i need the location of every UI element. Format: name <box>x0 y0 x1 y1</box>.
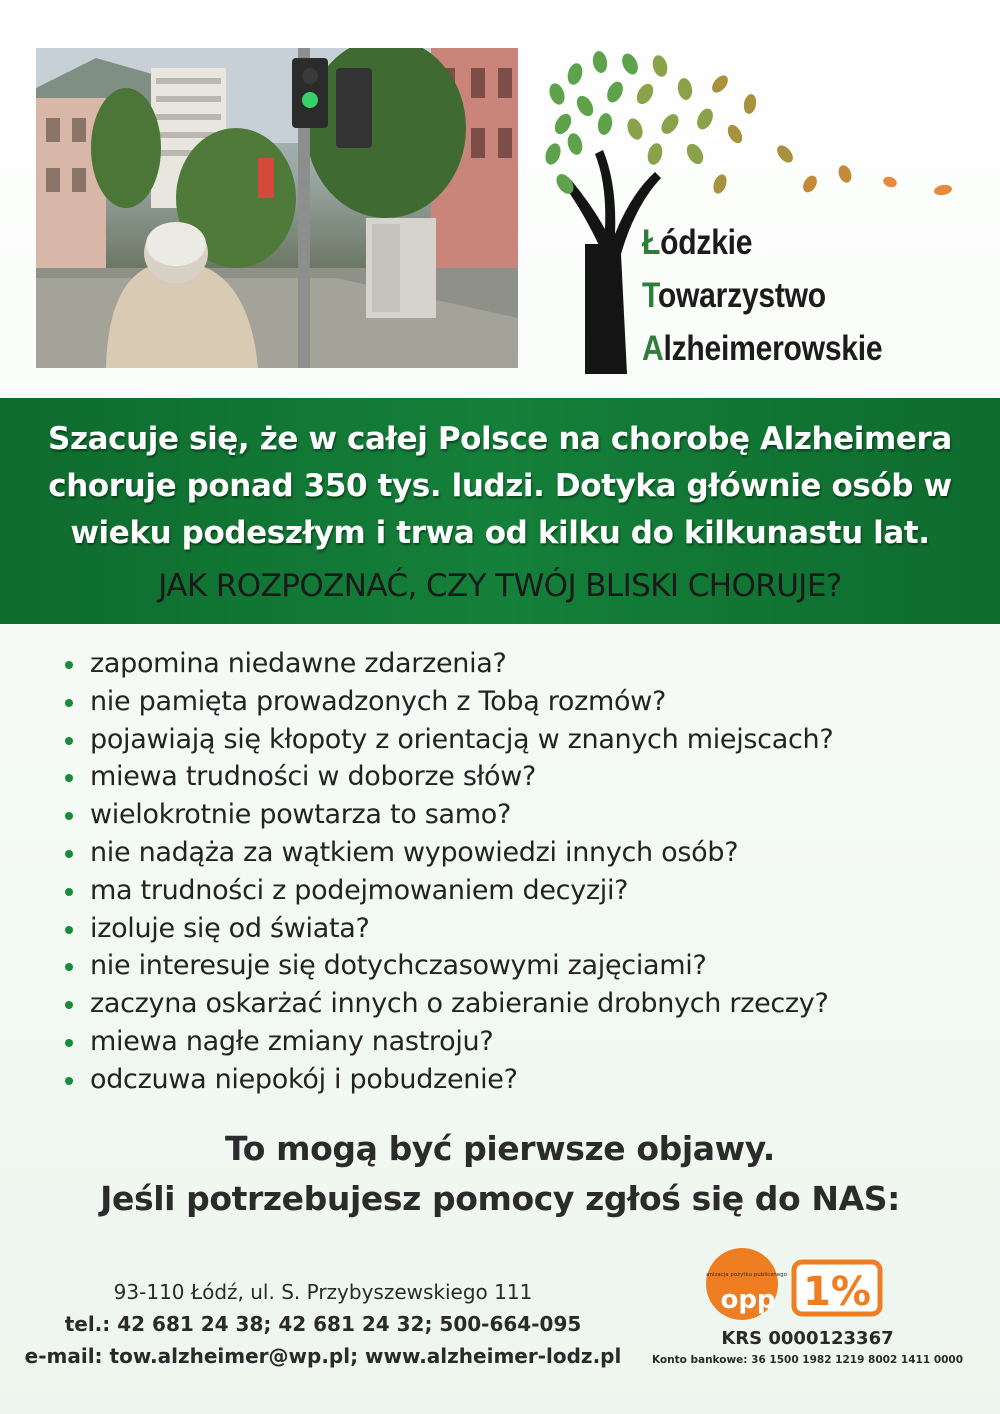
bullet-icon <box>65 1039 73 1047</box>
bullet-icon <box>65 812 73 820</box>
logo-line-2: Towarzystwo <box>642 276 826 315</box>
closing-line-2: Jeśli potrzebujesz pomocy zgłoś się do NAS: <box>100 1179 900 1218</box>
list-item: miewa nagłe zmiany nastroju? <box>60 1023 833 1061</box>
organization-logo <box>545 44 975 384</box>
opp-small-text: organizacja pożytku publicznego <box>706 1272 787 1278</box>
bullet-icon <box>65 888 73 896</box>
bullet-icon <box>65 737 73 745</box>
opp-text: opp <box>720 1285 776 1315</box>
list-item: nie pamięta prowadzonych z Tobą rozmów? <box>60 683 833 721</box>
list-item: ma trudności z podejmowaniem decyzji? <box>60 872 833 910</box>
bullet-icon <box>65 926 73 934</box>
symptom-list <box>60 645 833 1099</box>
question-heading: JAK ROZPOZNAĆ, CZY TWÓJ BLISKI CHORUJE? <box>158 568 842 604</box>
contact-block <box>18 1276 628 1372</box>
phone-numbers: tel.: 42 681 24 38; 42 681 24 32; 500-664-095 <box>64 1312 582 1336</box>
list-item: zaczyna oskarżać innych o zabieranie drobnych rzeczy? <box>60 985 833 1023</box>
opp-badge <box>706 1248 906 1320</box>
closing-message <box>0 1124 1000 1224</box>
email-website: e-mail: tow.alzheimer@wp.pl; www.alzheimer-lodz.pl <box>24 1344 622 1368</box>
list-item: pojawiają się kłopoty z orientacją w znanych miejscach? <box>60 721 833 759</box>
intro-text: Szacuje się, że w całej Polsce na chorobę Alzheimera choruje ponad 350 tys. ludzi. Dotyka głównie osób w wieku podeszłym i trwa od kilku do kilkunastu lat. <box>48 421 952 551</box>
list-item: miewa trudności w doborze słów? <box>60 758 833 796</box>
list-item: izoluje się od świata? <box>60 910 833 948</box>
krs-number: KRS 0000123367 <box>721 1328 894 1349</box>
closing-line-1: To mogą być pierwsze objawy. <box>225 1129 775 1168</box>
bullet-icon <box>65 1001 73 1009</box>
one-percent-text: 1% <box>803 1269 871 1315</box>
bank-account: Konto bankowe: 36 1500 1982 1219 8002 1411 0000 <box>651 1354 964 1366</box>
bullet-icon <box>65 963 73 971</box>
intro-band <box>0 398 1000 624</box>
logo-line-1: Łódzkie <box>642 223 753 262</box>
list-item: nie interesuje się dotychczasowymi zajęciami? <box>60 947 833 985</box>
bullet-icon <box>65 1077 73 1085</box>
list-item: zapomina niedawne zdarzenia? <box>60 645 833 683</box>
bullet-icon <box>65 774 73 782</box>
list-item: odczuwa niepokój i pobudzenie? <box>60 1061 833 1099</box>
bullet-icon <box>65 850 73 858</box>
logo-line-3: Alzheimerowskie <box>642 329 883 368</box>
list-item: nie nadąża za wątkiem wypowiedzi innych osób? <box>60 834 833 872</box>
logo-text <box>642 216 922 375</box>
bullet-icon <box>65 661 73 669</box>
address: 93-110 Łódź, ul. S. Przybyszewskiego 111 <box>113 1280 533 1304</box>
street-photo <box>36 48 518 368</box>
list-item: wielokrotnie powtarza to samo? <box>60 796 833 834</box>
bullet-icon <box>65 699 73 707</box>
